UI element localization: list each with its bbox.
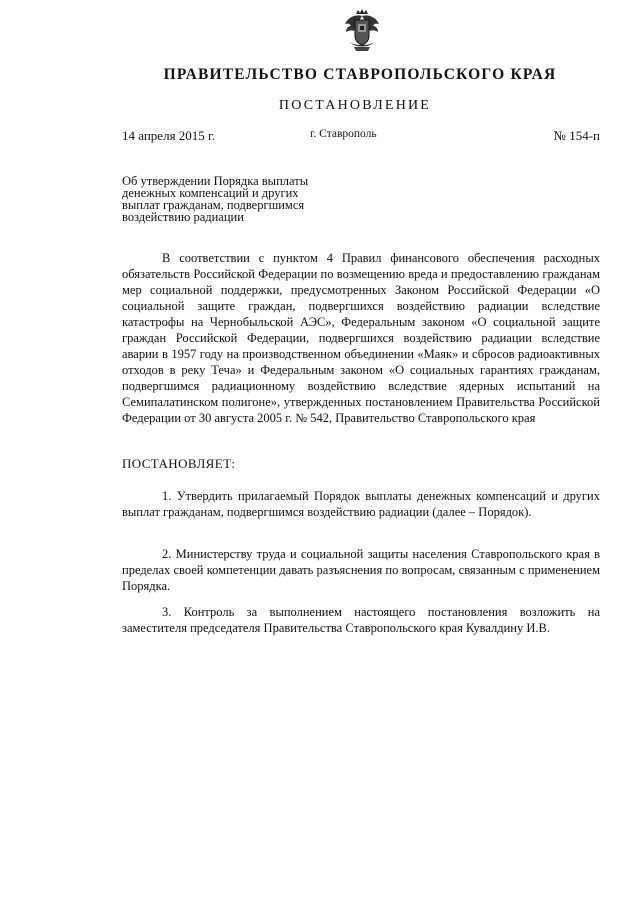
preamble-paragraph: В соответствии с пунктом 4 Правил финансового обеспечения расходных обязательств Российской Федерации по возмещению вреда и предоставлению гражданам мер социальной поддержки, предусмотренных Законом Российской Федерации «О социальной защите граждан, подвергшихся воздействию радиации вследствие катастрофы на Чернобыльской АЭС», Федеральным законом «О социальной защите граждан Российской Федерации, подвергшихся воздействию радиации вследствие аварии в 1957 году на производственном объединении «Маяк» и сбросов радиоактивных отходов в реку Теча» и Федеральным законом «О социальных гарантиях гражданам, подвергшимся радиационному воздействию вследствие ядерных испытаний на Семипалатинском полигоне», утвержденных постановлением Правительства Российской Федерации от 30 августа 2005 г. № 542, Правительство Ставропольского края: [122, 251, 600, 425]
subject-line: Об утверждении Порядка выплаты: [122, 174, 309, 188]
document-date: 14 апреля 2015 г.: [122, 128, 216, 143]
document-city: г. Ставрополь: [310, 128, 377, 140]
government-title: ПРАВИТЕЛЬСТВО СТАВРОПОЛЬСКОГО КРАЯ: [163, 66, 557, 83]
document-meta: [122, 128, 600, 144]
resolution-item-3: 3. Контроль за выполнением настоящего постановления возложить на заместителя председателя Правительства Ставропольского края Кувалдину И.В.: [122, 605, 600, 635]
resolves-heading: ПОСТАНОВЛЯЕТ:: [122, 456, 236, 471]
resolution-item-1: 1. Утвердить прилагаемый Порядок выплаты денежных компенсаций и других выплат гражданам, подвергшимся воздействию радиации (далее – Порядок).: [122, 489, 600, 519]
coat-of-arms-icon: [342, 8, 382, 52]
document-number: № 154-п: [553, 128, 600, 143]
resolution-item-2: 2. Министерству труда и социальной защиты населения Ставропольского края в пределах своей компетенции давать разъяснения по вопросам, связанным с применением Порядка.: [122, 547, 600, 593]
subject-line: выплат гражданам, подвергшимся: [122, 198, 305, 212]
document-type: ПОСТАНОВЛЕНИЕ: [278, 98, 432, 113]
subject-line: денежных компенсаций и других: [122, 186, 299, 200]
subject-line: воздействию радиации: [122, 210, 244, 224]
document-subject: [122, 175, 342, 223]
